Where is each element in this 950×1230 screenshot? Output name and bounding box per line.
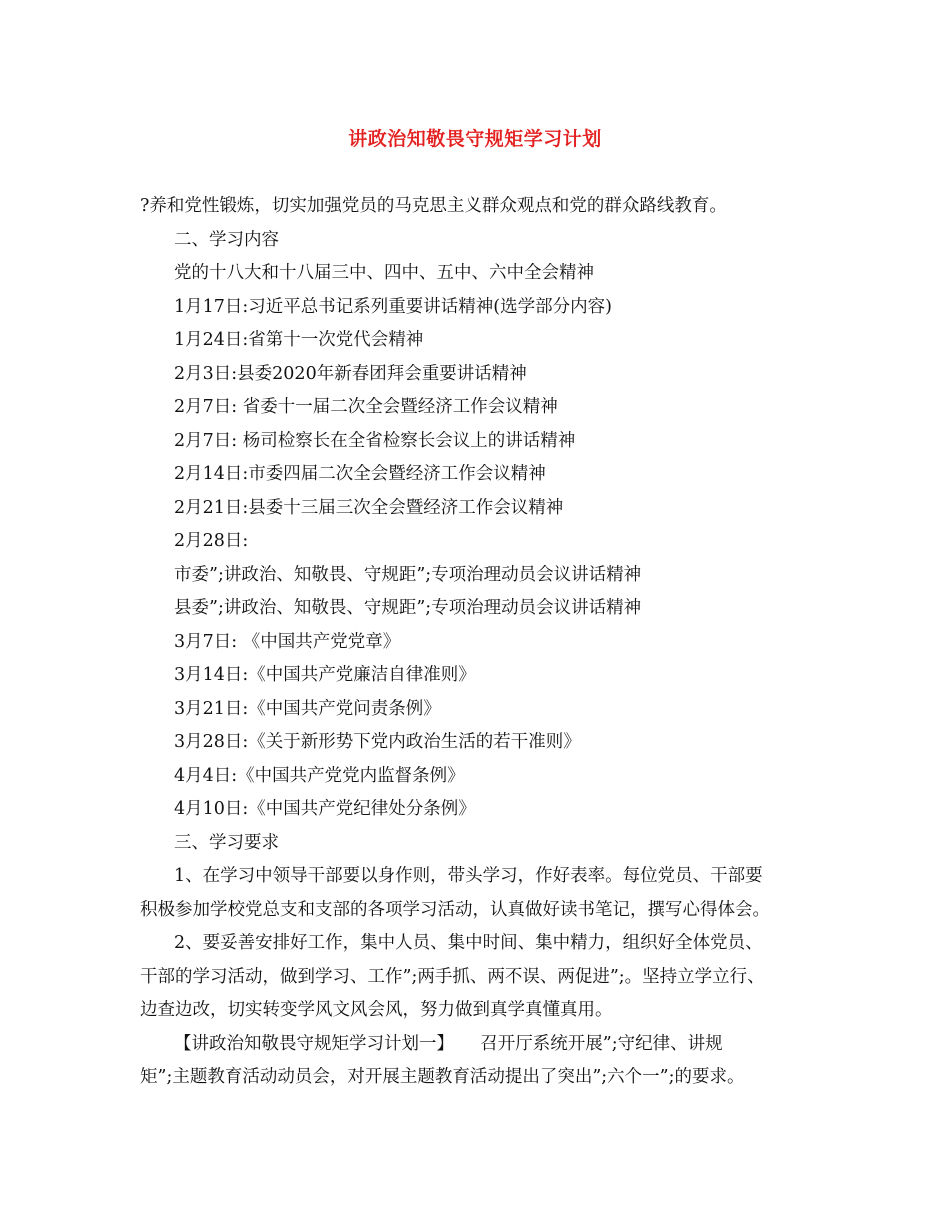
paragraph-line: 2月3日:县委2020年新春团拜会重要讲话精神 — [174, 363, 527, 384]
document-title: 讲政治知敬畏守规矩学习计划 — [348, 128, 602, 150]
paragraph-line: 1月24日:省第十一次党代会精神 — [174, 330, 424, 350]
paragraph-line: 积极参加学校党总支和支部的各项学习活动，认真做好读书笔记，撰写心得体会。 — [140, 899, 770, 920]
paragraph-line: ?养和党性锻炼，切实加强党员的马克思主义群众观点和党的群众路线教育。 — [140, 196, 727, 216]
paragraph-line: 矩”;主题教育活动动员会，对开展主题教育活动提出了突出”;六个一”;的要求。 — [140, 1067, 745, 1087]
paragraph-line: 2月14日:市委四届二次全会暨经济工作会议精神 — [174, 464, 546, 484]
paragraph-line: 1月17日:习近平总书记系列重要讲话精神(选学部分内容) — [174, 296, 612, 317]
paragraph-line: 4月4日:《中国共产党党内监督条例》 — [174, 765, 465, 786]
paragraph-line: 2、要妥善安排好工作，集中人员、集中时间、集中精力，组织好全体党员、 — [174, 933, 763, 953]
paragraph-line: 干部的学习活动，做到学习、工作”;两手抓、两不误、两促进”;。坚持立学立行、 — [140, 966, 765, 987]
paragraph-line: 边查边改，切实转变学风文风会风，努力做到真学真懂真用。 — [140, 1000, 613, 1020]
paragraph-line: 2月21日:县委十三届三次全会暨经济工作会议精神 — [174, 497, 564, 518]
paragraph-line: 党的十八大和十八届三中、四中、五中、六中全会精神 — [174, 263, 594, 283]
paragraph-line: 4月10日:《中国共产党纪律处分条例》 — [174, 799, 476, 819]
paragraph-line: 3月14日:《中国共产党廉洁自律准则》 — [174, 665, 476, 685]
document-body — [140, 190, 820, 1095]
paragraph-line: 2月7日: 省委十一届二次全会暨经济工作会议精神 — [174, 397, 558, 417]
paragraph-line: 3月21日:《中国共产党问责条例》 — [174, 698, 441, 719]
paragraph-line: 1、在学习中领导干部要以身作则，带头学习，作好表率。每位党员、干部要 — [174, 866, 763, 886]
paragraph-line: 3月28日:《关于新形势下党内政治生活的若干准则》 — [174, 732, 581, 752]
paragraph-line: 2月7日: 杨司检察长在全省检察长会议上的讲话精神 — [174, 430, 576, 451]
paragraph-line: 2月28日: — [174, 531, 249, 551]
paragraph-line: 3月7日: 《中国共产党党章》 — [174, 631, 401, 652]
paragraph-line: 市委”;讲政治、知敬畏、守规距”;专项治理动员会议讲话精神 — [174, 564, 642, 585]
paragraph-line: 二、学习内容 — [174, 229, 279, 250]
paragraph-line: 县委”;讲政治、知敬畏、守规距”;专项治理动员会议讲话精神 — [174, 598, 642, 618]
paragraph-line: 三、学习要求 — [174, 832, 279, 853]
paragraph-line: 【讲政治知敬畏守规矩学习计划一】 召开厅系统开展”;守纪律、讲规 — [174, 1033, 723, 1054]
